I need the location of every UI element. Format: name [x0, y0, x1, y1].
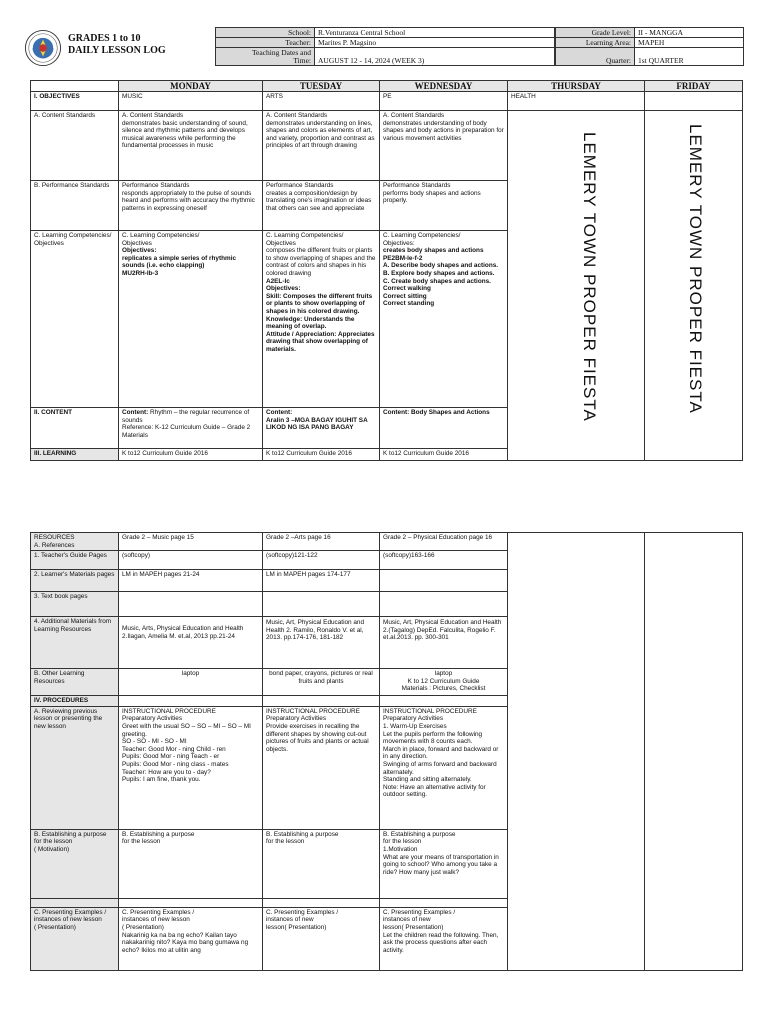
dates-value: AUGUST 12 - 14, 2024 (WEEK 3)	[315, 48, 555, 66]
content-mon	[119, 408, 263, 449]
performance-standards-tue: Performance Standards creates a composition/design by translating one's imagination or ideas that others can see and appreciate	[263, 181, 380, 231]
textbook-wed	[380, 592, 508, 617]
deped-seal-icon	[24, 29, 62, 67]
performance-standards-wed: Performance Standards performs body shapes and actions properly.	[380, 181, 508, 231]
content-standards-wed: A. Content Standards demonstrates understanding of body shapes and body actions in preparation for various movement activities	[380, 111, 508, 181]
performance-standards-label: B. Performance Standards	[31, 181, 119, 231]
day-thursday: THURSDAY	[508, 81, 645, 92]
competencies-tue-head: C. Learning Competencies/ Objectives	[266, 232, 344, 247]
learning-tue: K to12 Curriculum Guide 2016	[263, 449, 380, 461]
lm-mon: LM in MAPEH pages 21-24	[119, 570, 263, 592]
other-resources-label: B. Other Learning Resources	[31, 669, 119, 696]
lesson-log-table-bottom	[30, 532, 743, 971]
spacer-label	[31, 898, 119, 907]
objectives-mon: MUSIC	[119, 92, 263, 111]
learning-mon: K to12 Curriculum Guide 2016	[119, 449, 263, 461]
lm-label: 2. Learner's Materials pages	[31, 570, 119, 592]
content-tue-text: Aralin 3 –MGA BAGAY IGUHIT SA LIKOD NG ISA PANG BAGAY	[266, 416, 368, 432]
objectives-fri	[645, 92, 743, 111]
school-info-table	[215, 27, 555, 66]
competencies-mon-bold: replicates a simple series of rhythmic sounds (i.e. echo clapping) MU2RH-Ib-3	[122, 254, 237, 277]
additional-mon: Music, Arts, Physical Education and Health 2.Ilagan, Amelia M. et.al, 2013 pp.21-24	[119, 617, 263, 669]
reviewing-mon: INSTRUCTIONAL PROCEDURE Preparatory Activities Greet with the usual SO – SO – MI – SO – MI greeting. SO - SO - MI - SO - MI Teacher: Good Mor - ning Child - ren Pupils: Good Mor - ning Teach - er Pupils: Good Mor - ning class - mates Teacher: How are you to - day? Pupils: I am fine, thank you.	[119, 706, 263, 829]
competencies-mon-objectives: Objectives:	[122, 247, 157, 255]
resources-wed: Grade 2 – Physical Education page 16	[380, 533, 508, 551]
procedures-wed	[380, 696, 508, 707]
school-value: R.Venturanza Central School	[315, 28, 555, 38]
competencies-tue	[263, 231, 380, 408]
tg-tue: (softcopy)121-122	[263, 551, 380, 570]
area-value: MAPEH	[635, 38, 744, 48]
dates-label	[216, 48, 315, 66]
competencies-tue-body: composes the different fruits or plants to show overlapping of shapes and the contrast of colors and shapes in his colored drawing	[266, 247, 376, 277]
content-wed-text: Content: Body Shapes and Actions	[383, 409, 490, 416]
reviewing-wed: INSTRUCTIONAL PROCEDURE Preparatory Activities 1. Warm-Up Exercises Let the pupils perform the following movements with 8 counts each. March in place, forward and backward or in any direction. Swinging of arms forward and backward alternately. Standing and sitting alternately. Note: Have an alternative activity for outdoor setting.	[380, 706, 508, 829]
day-friday: FRIDAY	[645, 81, 743, 92]
purpose-mon: B. Establishing a purpose for the lesson	[119, 829, 263, 898]
learning-wed: K to12 Curriculum Guide 2016	[380, 449, 508, 461]
corner-cell	[31, 81, 119, 92]
lesson-log-table-top	[30, 80, 743, 461]
reviewing-tue: INSTRUCTIONAL PROCEDURE Preparatory Activities Provide exercises in recalling the different shapes by showing cut-out pictures of fruits and plants or actual objects.	[263, 706, 380, 829]
lm-wed	[380, 570, 508, 592]
title-line-1: GRADES 1 to 10	[68, 33, 141, 44]
competencies-wed-bold: creates body shapes and actions PE2BM-Ie-f-2 A. Describe body shapes and actions. B. Explore body shapes and actions. C. Create body shapes and actions. Correct walking Correct sitting Correct standing	[383, 247, 499, 308]
objectives-label: I. OBJECTIVES	[31, 92, 119, 111]
teacher-label: Teacher:	[216, 38, 315, 48]
content-tue	[263, 408, 380, 449]
competencies-mon-head: C. Learning Competencies/ Objectives	[122, 232, 200, 247]
friday-bottom-cell	[645, 533, 743, 971]
performance-standards-mon: Performance Standards responds appropriately to the pulse of sounds heard and performs with accuracy the rhythmic patterns in expressing oneself	[119, 181, 263, 231]
presenting-tue: C. Presenting Examples / instances of new lesson( Presentation)	[263, 907, 380, 970]
other-resources-tue: bond paper, crayons, pictures or real fruits and plants	[263, 669, 380, 696]
dates-label-line2: Time:	[293, 55, 311, 65]
grade-value: II - MANGGA	[635, 28, 744, 38]
procedures-label: IV. PROCEDURES	[31, 696, 119, 707]
quarter-label: Quarter:	[556, 48, 635, 66]
spacer-tue	[263, 898, 380, 907]
objectives-tue: ARTS	[263, 92, 380, 111]
spacer-wed	[380, 898, 508, 907]
lm-tue: LM in MAPEH pages 174-177	[263, 570, 380, 592]
competencies-wed	[380, 231, 508, 408]
title-line-2: DAILY LESSON LOG	[68, 45, 166, 56]
grade-info-table	[555, 27, 744, 66]
document-header	[22, 27, 744, 73]
day-monday: MONDAY	[119, 81, 263, 92]
competencies-label: C. Learning Competencies/ Objectives	[31, 231, 119, 408]
resources-tue: Grade 2 –Arts page 16	[263, 533, 380, 551]
procedures-mon	[119, 696, 263, 707]
thursday-bottom-cell	[508, 533, 645, 971]
purpose-wed: B. Establishing a purpose for the lesson 1.Motivation What are your means of transportation in going to school? Who among you take a ride? How many just walk?	[380, 829, 508, 898]
competencies-tue-bold: A2EL-Ic Objectives: Skill: Composes the different fruits or plants to show overlapping of shapes in his colored drawing. Knowledge: Understands the meaning of overlap. Attitude / Appreciation: Appreciates drawing that show overlapping of materials.	[266, 277, 375, 353]
grade-label: Grade Level:	[556, 28, 635, 38]
document-title	[68, 33, 166, 57]
quarter-value: 1st QUARTER	[635, 48, 744, 66]
objectives-thu: HEALTH	[508, 92, 645, 111]
tg-mon: (softcopy)	[119, 551, 263, 570]
additional-label: 4. Additional Materials from Learning Resources	[31, 617, 119, 669]
content-standards-label: A. Content Standards	[31, 111, 119, 181]
content-mon-bold: Content:	[122, 409, 149, 416]
day-tuesday: TUESDAY	[263, 81, 380, 92]
content-mon-text: Rhythm – the regular recurrence of sounds Reference: K-12 Curriculum Guide – Grade 2 Materials	[122, 409, 251, 439]
dates-label-line1: Teaching Dates and	[251, 47, 311, 57]
presenting-label: C. Presenting Examples / instances of new lesson ( Presentation)	[31, 907, 119, 970]
textbook-tue	[263, 592, 380, 617]
purpose-label: B. Establishing a purpose for the lesson ( Motivation)	[31, 829, 119, 898]
fiesta-friday: LEMERY TOWN PROPER FIESTA	[686, 124, 705, 414]
area-label: Learning Area:	[556, 38, 635, 48]
content-standards-tue: A. Content Standards demonstrates understanding on lines, shapes and colors as elements of art, and variety, proportion and contrast as principles of art through drawing	[263, 111, 380, 181]
additional-tue: Music, Art, Physical Education and Health 2. Ramilo, Ronaldo V. et al, 2013. pp.174-176, 181-182	[263, 617, 380, 669]
tg-wed: (softcopy)163-166	[380, 551, 508, 570]
resources-label: RESOURCES A. References	[31, 533, 119, 551]
textbook-mon	[119, 592, 263, 617]
spacer-mon	[119, 898, 263, 907]
presenting-mon: C. Presenting Examples / instances of new lesson ( Presentation) Nakarinig ka na ba ng echo? Kailan tayo nakakarinig nito? Kaya mo bang gumawa ng echo? Ikilos mo at ulitin ang	[119, 907, 263, 970]
day-wednesday: WEDNESDAY	[380, 81, 508, 92]
objectives-wed: PE	[380, 92, 508, 111]
procedures-tue	[263, 696, 380, 707]
content-tue-label: Content:	[266, 409, 293, 416]
purpose-tue: B. Establishing a purpose for the lesson	[263, 829, 380, 898]
learning-label: III. LEARNING	[31, 449, 119, 461]
content-label: II. CONTENT	[31, 408, 119, 449]
competencies-wed-head: C. Learning Competencies/ Objectives:	[383, 232, 461, 247]
resources-mon: Grade 2 – Music page 15	[119, 533, 263, 551]
fiesta-thursday: LEMERY TOWN PROPER FIESTA	[580, 132, 599, 422]
teacher-value: Marites P. Magsino	[315, 38, 555, 48]
school-label: School:	[216, 28, 315, 38]
tg-label: 1. Teacher's Guide Pages	[31, 551, 119, 570]
content-standards-mon: A. Content Standards demonstrates basic understanding of sound, silence and rhythmic patterns and develops musical awareness while performing the fundamental processes in music	[119, 111, 263, 181]
other-resources-wed: laptop K to 12 Curriculum Guide Materials : Pictures, Checklist	[380, 669, 508, 696]
content-wed	[380, 408, 508, 449]
other-resources-mon: laptop	[119, 669, 263, 696]
thursday-merged-cell	[508, 111, 645, 461]
competencies-mon	[119, 231, 263, 408]
textbook-label: 3. Text book pages	[31, 592, 119, 617]
additional-wed: Music, Art, Physical Education and Health 2.(Tagalog) DepEd. Falculita, Rogelio F. et.al.2013. pp. 300-301	[380, 617, 508, 669]
reviewing-label: A. Reviewing previous lesson or presenting the new lesson	[31, 706, 119, 829]
presenting-wed: C. Presenting Examples / instances of new lesson( Presentation) Let the children read the following. Then, ask the process questions after each activity.	[380, 907, 508, 970]
